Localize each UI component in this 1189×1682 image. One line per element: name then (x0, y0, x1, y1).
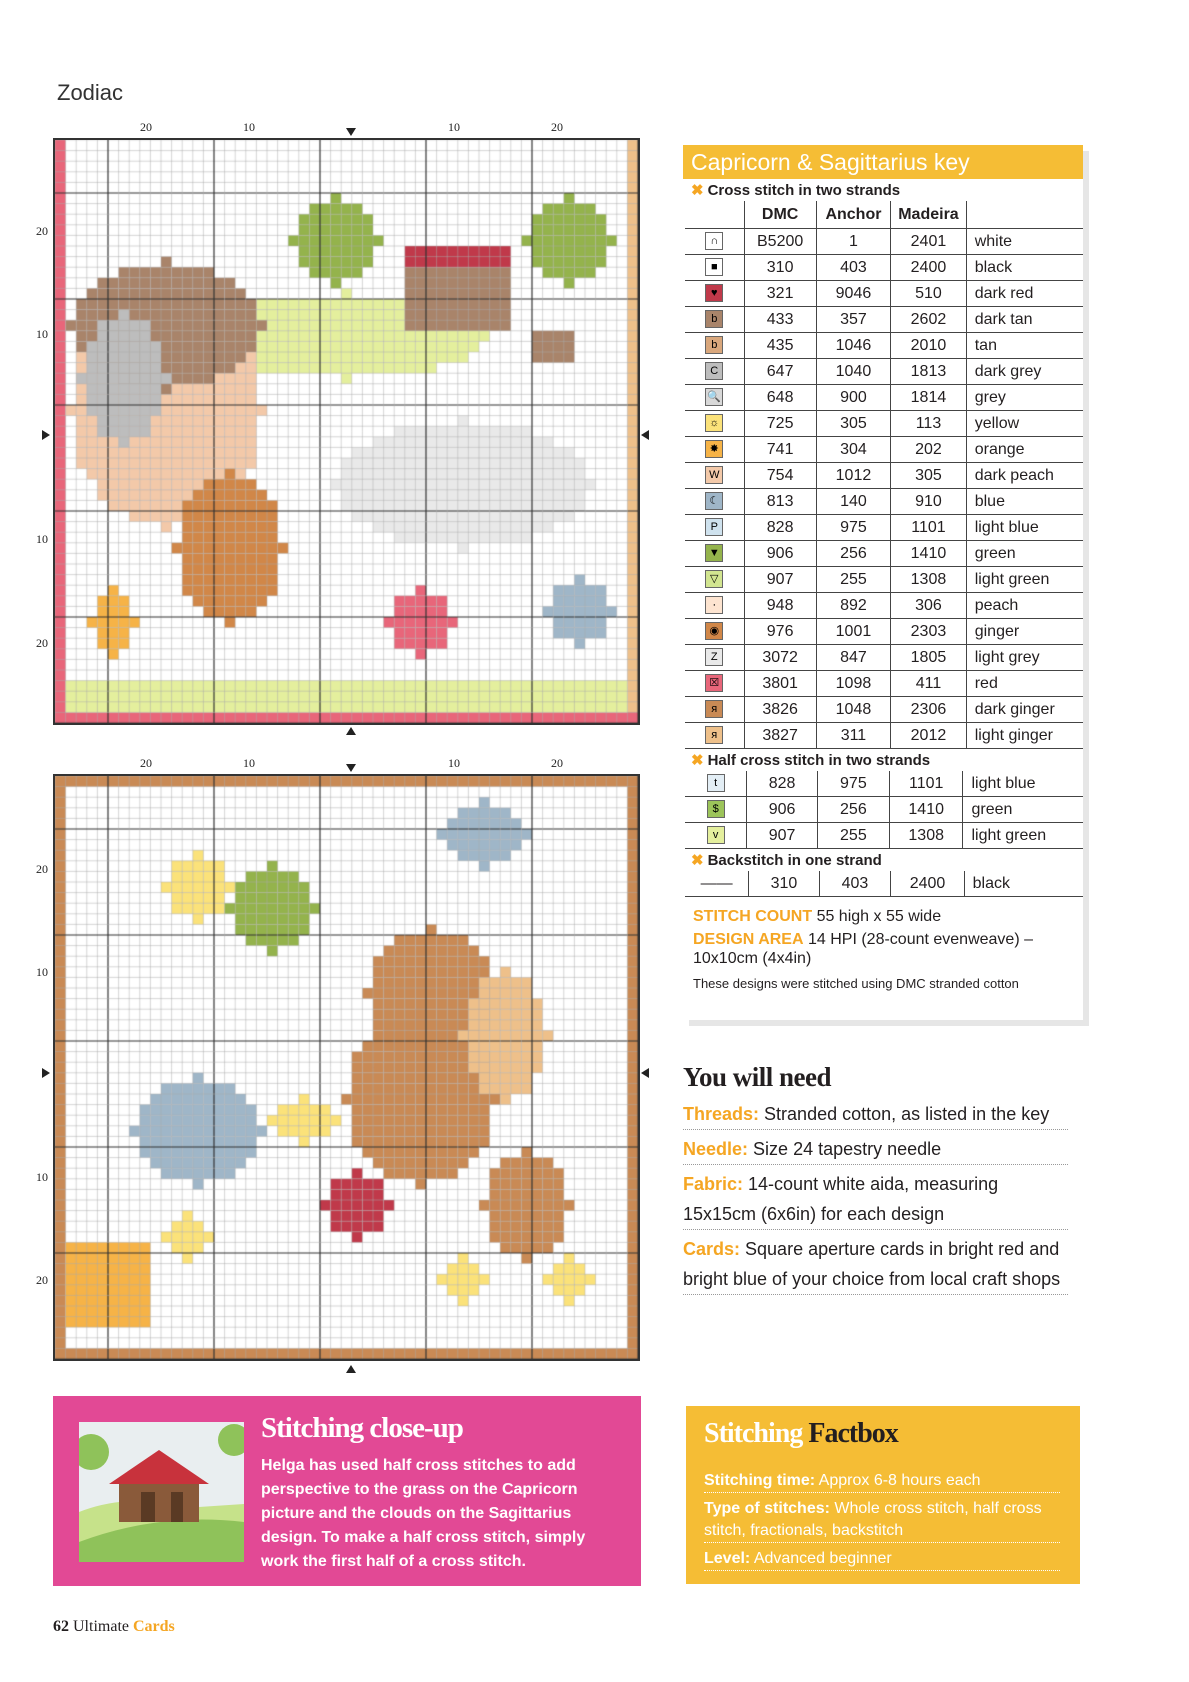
key-madeira: 1813 (891, 359, 967, 385)
key-dmc: 813 (744, 489, 816, 515)
key-anchor: 311 (816, 723, 891, 749)
factbox-row-level (704, 1548, 1060, 1571)
factbox-time-text: Approx 6-8 hours each (818, 1472, 981, 1489)
key-anchor: 403 (819, 871, 891, 897)
key-dmc: 741 (744, 437, 816, 463)
swatch-icon: ᴙ (705, 700, 723, 718)
symbol-swatch (685, 823, 747, 849)
sym-col-header (685, 201, 744, 229)
factbox-types-label: Type of stitches: (704, 1500, 830, 1517)
swatch-icon: ♥ (705, 284, 723, 302)
center-arrow-left (42, 430, 50, 440)
key-dmc: 321 (744, 281, 816, 307)
swatch-icon: ᴙ (705, 726, 723, 744)
key-row (685, 515, 1083, 541)
key-name: white (966, 229, 1083, 255)
key-name: blue (966, 489, 1083, 515)
swatch-icon: ✸ (705, 440, 723, 458)
key-row (685, 619, 1083, 645)
key-anchor: 847 (816, 645, 891, 671)
sagittarius-chart-grid (55, 776, 638, 1359)
madeira-col-header: Madeira (891, 201, 967, 229)
design-area (683, 928, 1083, 970)
key-madeira: 2306 (891, 697, 967, 723)
key-name: orange (966, 437, 1083, 463)
sagittarius-chart (53, 774, 640, 1361)
dmc-col-header: DMC (744, 201, 816, 229)
half-mark-icon: ✖ (691, 752, 704, 769)
swatch-icon: ▼ (705, 544, 723, 562)
symbol-swatch (685, 541, 744, 567)
section-label: Zodiac (57, 80, 124, 105)
key-madeira: 202 (891, 437, 967, 463)
need-item (683, 1234, 1068, 1295)
symbol-swatch (685, 697, 744, 723)
ruler-side-4: 20 (36, 636, 48, 650)
swatch-icon: 🔍 (705, 388, 723, 406)
symbol-swatch (685, 229, 744, 255)
key-dmc: 906 (744, 541, 816, 567)
key-row (685, 307, 1083, 333)
need-label: Fabric: (683, 1174, 744, 1194)
symbol-swatch (685, 797, 747, 823)
key-row (685, 255, 1083, 281)
ruler-top-3: 10 (448, 120, 460, 134)
ruler2-side-2: 10 (36, 965, 48, 979)
thread-key (683, 145, 1083, 1020)
need-item (683, 1099, 1068, 1130)
factbox-level-label: Level: (704, 1550, 751, 1567)
key-dmc: 976 (744, 619, 816, 645)
key-dmc: 907 (747, 823, 817, 849)
key-anchor: 403 (816, 255, 891, 281)
key-name: black (964, 871, 1083, 897)
key-row (685, 359, 1083, 385)
center-arrow-bottom (346, 727, 356, 735)
ruler-top-1: 20 (140, 120, 152, 134)
key-anchor: 140 (816, 489, 891, 515)
key-anchor: 900 (816, 385, 891, 411)
key-row (685, 541, 1083, 567)
key-madeira: 2602 (891, 307, 967, 333)
center-arrow2-bottom (346, 1365, 356, 1373)
key-row (685, 437, 1083, 463)
key-dmc: 907 (744, 567, 816, 593)
swatch-icon: ☾ (705, 492, 723, 510)
symbol-swatch (685, 281, 744, 307)
key-madeira: 2401 (891, 229, 967, 255)
swatch-icon: ∩ (705, 232, 723, 250)
key-dmc: 310 (744, 255, 816, 281)
key-madeira: 2303 (891, 619, 967, 645)
key-anchor: 255 (816, 567, 891, 593)
key-name: light ginger (966, 723, 1083, 749)
center-arrow-top (346, 128, 356, 136)
key-row (685, 823, 1083, 849)
stitch-count (683, 905, 1083, 928)
key-madeira: 2400 (891, 255, 967, 281)
key-anchor: 1 (816, 229, 891, 255)
center-arrow-right (641, 430, 649, 440)
symbol-swatch: —— (685, 871, 749, 897)
key-anchor: 1001 (816, 619, 891, 645)
ruler-top-4: 20 (551, 120, 563, 134)
key-row (685, 489, 1083, 515)
factbox-types-text: Whole cross stitch, half cross stitch, fractionals, backstitch (704, 1500, 1042, 1539)
symbol-swatch (685, 489, 744, 515)
swatch-icon: Z (705, 648, 723, 666)
center-arrow2-top (346, 764, 356, 772)
swatch-icon: P (705, 518, 723, 536)
key-row (685, 333, 1083, 359)
need-label: Cards: (683, 1239, 741, 1259)
key-name: light blue (966, 515, 1083, 541)
key-name: dark peach (966, 463, 1083, 489)
key-name: light green (963, 823, 1083, 849)
symbol-swatch (685, 255, 744, 281)
stitch-count-label: STITCH COUNT (693, 908, 813, 925)
back-table (685, 871, 1083, 897)
page-footer (53, 1618, 175, 1636)
key-madeira: 1805 (891, 645, 967, 671)
symbol-swatch (685, 411, 744, 437)
key-anchor: 1098 (816, 671, 891, 697)
half-heading (683, 749, 1083, 771)
cross-heading-text: Cross stitch in two strands (707, 181, 901, 199)
key-dmc: 828 (747, 771, 817, 797)
footer-brand-2: Cards (132, 1618, 175, 1635)
symbol-swatch (685, 463, 744, 489)
center-arrow2-right (641, 1068, 649, 1078)
key-dmc: 828 (744, 515, 816, 541)
key-madeira: 305 (891, 463, 967, 489)
key-row (685, 771, 1083, 797)
factbox-title (704, 1418, 898, 1450)
symbol-swatch (685, 567, 744, 593)
symbol-swatch (685, 333, 744, 359)
key-row (685, 411, 1083, 437)
key-dmc: 310 (749, 871, 819, 897)
key-name: dark ginger (966, 697, 1083, 723)
factbox-row-time (704, 1470, 1060, 1493)
ruler2-top-2: 10 (243, 756, 255, 770)
key-anchor: 255 (817, 823, 889, 849)
back-heading (683, 849, 1083, 871)
key-madeira: 510 (891, 281, 967, 307)
key-dmc: 725 (744, 411, 816, 437)
ruler2-side-4: 20 (36, 1273, 48, 1287)
symbol-swatch (685, 771, 747, 797)
key-row (685, 871, 1083, 897)
factbox-level-text: Advanced beginner (753, 1550, 892, 1567)
key-name: ginger (966, 619, 1083, 645)
ruler2-side-3: 10 (36, 1170, 48, 1184)
need-text: 14-count white aida, measuring 15x15cm (6x6in) for each design (683, 1174, 999, 1224)
stitching-factbox (686, 1406, 1080, 1584)
key-anchor: 256 (816, 541, 891, 567)
key-name: black (966, 255, 1083, 281)
you-will-need (683, 1062, 1068, 1299)
key-dmc: 3827 (744, 723, 816, 749)
key-row (685, 229, 1083, 255)
key-name: green (966, 541, 1083, 567)
ruler2-top-1: 20 (140, 756, 152, 770)
key-name: dark red (966, 281, 1083, 307)
design-area-label: DESIGN AREA (693, 931, 804, 948)
key-anchor: 1048 (816, 697, 891, 723)
ruler2-side-1: 20 (36, 862, 48, 876)
key-dmc: 3826 (744, 697, 816, 723)
key-anchor: 892 (816, 593, 891, 619)
key-anchor: 9046 (816, 281, 891, 307)
swatch-icon: $ (707, 800, 725, 818)
name-col-header (966, 201, 1083, 229)
swatch-icon: W (705, 466, 723, 484)
half-heading-text: Half cross stitch in two strands (707, 751, 931, 769)
key-name: peach (966, 593, 1083, 619)
back-mark-icon: ✖ (691, 852, 704, 869)
symbol-swatch (685, 385, 744, 411)
closeup-title: Stitching close-up (261, 1412, 463, 1444)
key-dmc: 906 (747, 797, 817, 823)
key-madeira: 1308 (889, 823, 963, 849)
key-anchor: 305 (816, 411, 891, 437)
key-madeira: 910 (891, 489, 967, 515)
need-label: Needle: (683, 1139, 749, 1159)
need-title: You will need (683, 1062, 832, 1092)
key-row (685, 463, 1083, 489)
key-anchor: 304 (816, 437, 891, 463)
key-madeira: 2010 (891, 333, 967, 359)
key-dmc: 754 (744, 463, 816, 489)
key-anchor: 1012 (816, 463, 891, 489)
symbol-swatch (685, 723, 744, 749)
back-heading-text: Backstitch in one strand (707, 851, 882, 869)
swatch-icon: ■ (705, 258, 723, 276)
key-madeira: 1308 (891, 567, 967, 593)
ruler-top-2: 10 (243, 120, 255, 134)
key-dmc: 435 (744, 333, 816, 359)
closeup-body: Helga has used half cross stitches to add perspective to the grass on the Capricorn picture and the clouds on the Sagittarius design. To make a half cross stitch, simply work the first half of a cross stitch. (261, 1457, 586, 1570)
key-madeira: 1814 (891, 385, 967, 411)
key-row (685, 671, 1083, 697)
page-number: 62 (53, 1618, 69, 1635)
symbol-swatch (685, 359, 744, 385)
symbol-swatch (685, 645, 744, 671)
need-item (683, 1134, 1068, 1165)
ruler2-top-4: 20 (551, 756, 563, 770)
ruler-side-3: 10 (36, 532, 48, 546)
center-arrow2-left (42, 1068, 50, 1078)
factbox-title-2: Factbox (808, 1418, 898, 1449)
swatch-icon: C (705, 362, 723, 380)
key-name: yellow (966, 411, 1083, 437)
stitch-count-value: 55 high x 55 wide (816, 908, 942, 925)
swatch-icon: ٠ (705, 596, 723, 614)
key-madeira: 2400 (891, 871, 964, 897)
key-name: tan (966, 333, 1083, 359)
cross-mark-icon: ✖ (691, 182, 704, 199)
key-madeira: 1101 (889, 771, 963, 797)
symbol-swatch (685, 593, 744, 619)
key-dmc: 948 (744, 593, 816, 619)
design-area-value: 14 HPI (28-count evenweave) – 10x10cm (4x4in) (693, 931, 1033, 967)
key-dmc: 648 (744, 385, 816, 411)
capricorn-chart-grid (55, 140, 638, 723)
key-name: dark grey (966, 359, 1083, 385)
footer-brand-1: Ultimate (73, 1618, 129, 1635)
closeup-photo (79, 1422, 244, 1562)
need-label: Threads: (683, 1104, 760, 1124)
key-title: Capricorn & Sagittarius key (683, 145, 1083, 179)
swatch-icon: ◉ (705, 622, 723, 640)
key-name: green (963, 797, 1083, 823)
stitching-closeup (53, 1396, 641, 1586)
key-madeira: 1410 (891, 541, 967, 567)
key-dmc: 647 (744, 359, 816, 385)
symbol-swatch (685, 619, 744, 645)
key-row (685, 385, 1083, 411)
key-madeira: 1410 (889, 797, 963, 823)
key-header-row (685, 201, 1083, 229)
key-row (685, 797, 1083, 823)
cross-heading (683, 179, 1083, 201)
swatch-icon: ☼ (705, 414, 723, 432)
half-table (685, 771, 1083, 849)
key-anchor: 975 (816, 515, 891, 541)
key-dmc: 433 (744, 307, 816, 333)
key-anchor: 256 (817, 797, 889, 823)
key-row (685, 645, 1083, 671)
key-madeira: 1101 (891, 515, 967, 541)
key-name: grey (966, 385, 1083, 411)
key-madeira: 113 (891, 411, 967, 437)
key-madeira: 2012 (891, 723, 967, 749)
key-row (685, 281, 1083, 307)
swatch-icon: t (707, 774, 725, 792)
symbol-swatch (685, 437, 744, 463)
key-name: red (966, 671, 1083, 697)
anchor-col-header: Anchor (816, 201, 891, 229)
need-item (683, 1169, 1068, 1230)
swatch-icon: b (705, 310, 723, 328)
swatch-icon: ▽ (705, 570, 723, 588)
key-anchor: 1046 (816, 333, 891, 359)
key-dmc: B5200 (744, 229, 816, 255)
factbox-time-label: Stitching time: (704, 1472, 816, 1489)
key-anchor: 357 (816, 307, 891, 333)
key-table (685, 201, 1083, 749)
capricorn-chart (53, 138, 640, 725)
key-row (685, 697, 1083, 723)
key-name: light blue (963, 771, 1083, 797)
symbol-swatch (685, 671, 744, 697)
swatch-icon: ☒ (705, 674, 723, 692)
swatch-icon: b (705, 336, 723, 354)
key-name: light grey (966, 645, 1083, 671)
need-text: Square aperture cards in bright red and bright blue of your choice from local craft shops (683, 1239, 1061, 1289)
ruler-side-2: 10 (36, 327, 48, 341)
key-note: These designs were stitched using DMC stranded cotton (693, 976, 1019, 991)
key-row (685, 567, 1083, 593)
ruler2-top-3: 10 (448, 756, 460, 770)
key-row (685, 723, 1083, 749)
key-dmc: 3072 (744, 645, 816, 671)
need-text: Size 24 tapestry needle (753, 1139, 942, 1159)
need-text: Stranded cotton, as listed in the key (764, 1104, 1050, 1124)
ruler-side-1: 20 (36, 224, 48, 238)
symbol-swatch (685, 515, 744, 541)
key-anchor: 975 (817, 771, 889, 797)
key-madeira: 411 (891, 671, 967, 697)
factbox-title-1: Stitching (704, 1418, 803, 1449)
factbox-row-types (704, 1498, 1060, 1543)
symbol-swatch (685, 307, 744, 333)
swatch-icon: v (707, 826, 725, 844)
key-dmc: 3801 (744, 671, 816, 697)
key-anchor: 1040 (816, 359, 891, 385)
key-name: light green (966, 567, 1083, 593)
key-row (685, 593, 1083, 619)
key-madeira: 306 (891, 593, 967, 619)
key-name: dark tan (966, 307, 1083, 333)
